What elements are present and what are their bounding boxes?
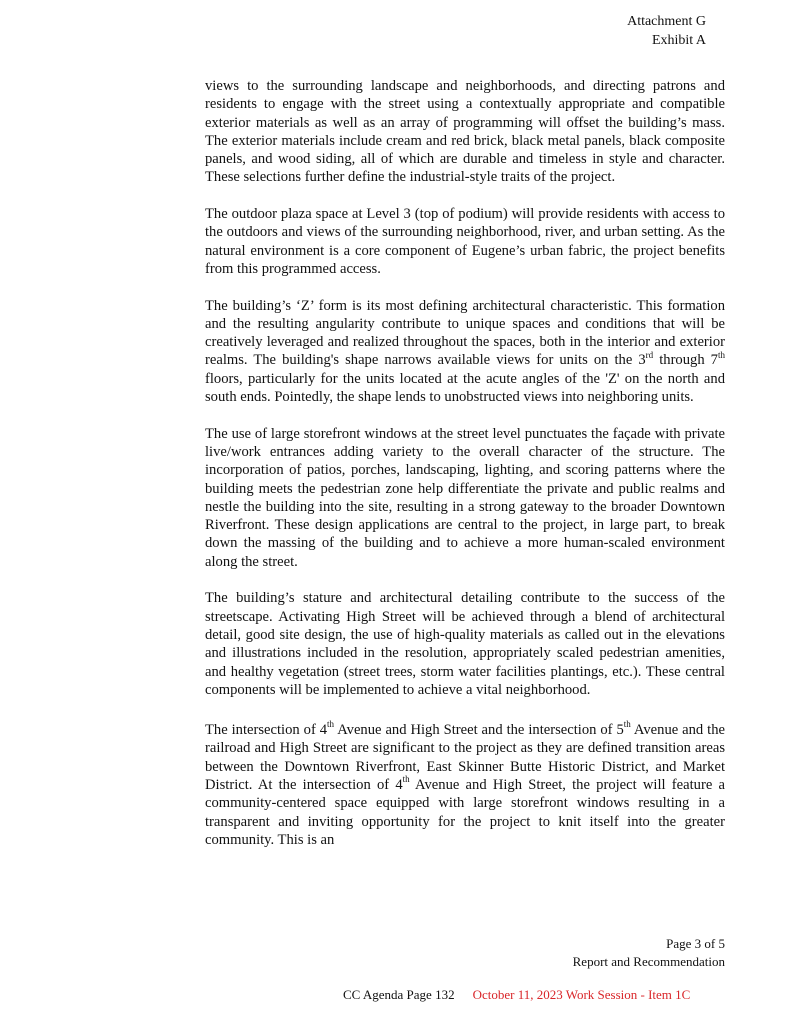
report-title: Report and Recommendation	[572, 954, 725, 969]
paragraph-outdoor-plaza: The outdoor plaza space at Level 3 (top of podium) will provide residents with access to the outdoors and views of the surrounding neighborhood, river, and urban setting. As the natural environment is a core component of Eugene’s urban fabric, the project benefits from this programmed access.	[205, 206, 725, 277]
attachment-label: Attachment G	[627, 14, 706, 29]
work-session-label: October 11, 2023 Work Session - Item 1C	[472, 987, 691, 1002]
exhibit-label: Exhibit A	[651, 33, 706, 48]
agenda-page: CC Agenda Page 132	[343, 987, 455, 1002]
text-run: Avenue and High Street and the intersection of 5	[334, 722, 624, 739]
paragraph-intersections	[205, 721, 725, 849]
superscript: th	[717, 349, 725, 360]
paragraph-exterior-materials: views to the surrounding landscape and neighborhoods, and directing patrons and residents to engage with the street using a contextually appropriate and compatible exterior materials as well as an array of programming will offset the building’s mass. The exterior materials include cream and red brick, black metal panels, black composite panels, and wood siding, all of which are durable and timeless in style and character. These selections further define the industrial-style traits of the project.	[205, 78, 725, 186]
attachment-header	[627, 12, 706, 50]
agenda-footer	[343, 986, 690, 1004]
paragraph-streetscape: The building’s stature and architectural detailing contribute to the success of the streetscape. Activating High Street will be achieved through a blend of architectural detail, good site design, the use of high-quality materials as called out in the elevations and illustrations included in the resolution, appropriately scaled pedestrian amenities, and healthy vegetation (street trees, storm water facilities plantings, etc.). These central components will be implemented to achieve a vital neighborhood.	[205, 590, 725, 698]
paragraph-storefront-windows: The use of large storefront windows at the street level punctuates the façade with private live/work entrances adding variety to the overall character of the structure. The incorporation of patios, porches, landscaping, lighting, and scoring patterns where the building meets the pedestrian zone help differentiate the private and public realms and nestle the building into the site, resulting in a strong gateway to the broader Downtown Riverfront. These design applications are central to the project, in large part, to break down the massing of the building and to achieve a more human-scaled environment along the street.	[205, 425, 725, 570]
paragraph-z-form	[205, 297, 725, 407]
text-run: Avenue and High Street, the project will feature a community-centered space equipped with large storefront windows resulting in a transparent and inviting opportunity for the project to knit itself into the greater community. This is an	[205, 776, 725, 848]
superscript: rd	[645, 349, 654, 360]
page-number: Page 3 of 5	[666, 936, 725, 951]
text-run: floors, particularly for the units located at the acute angles of the 'Z' on the north and south ends. Pointedly, the shape lends to unobstructed views into neighboring units.	[205, 370, 725, 406]
superscript: th	[623, 719, 631, 730]
superscript: th	[402, 774, 410, 785]
superscript: th	[327, 719, 335, 730]
text-run: The intersection of 4	[205, 722, 328, 739]
page-footer	[573, 935, 725, 971]
document-body	[205, 77, 725, 867]
text-run: through 7	[653, 352, 718, 369]
text-run: Avenue and the railroad and High Street are significant to the project as they are defined transition areas between the Downtown Riverfront, East Skinner Butte Historic District, and Market District. At the intersection of 4	[205, 722, 725, 793]
text-run: The building’s ‘Z’ form is its most defining architectural characteristic. This formation and the resulting angularity contribute to unique spaces and conditions that will be creatively leveraged and realized throughout the spaces, both in the interior and exterior realms. The building's shape narrows available views for units on the 3	[205, 297, 725, 369]
